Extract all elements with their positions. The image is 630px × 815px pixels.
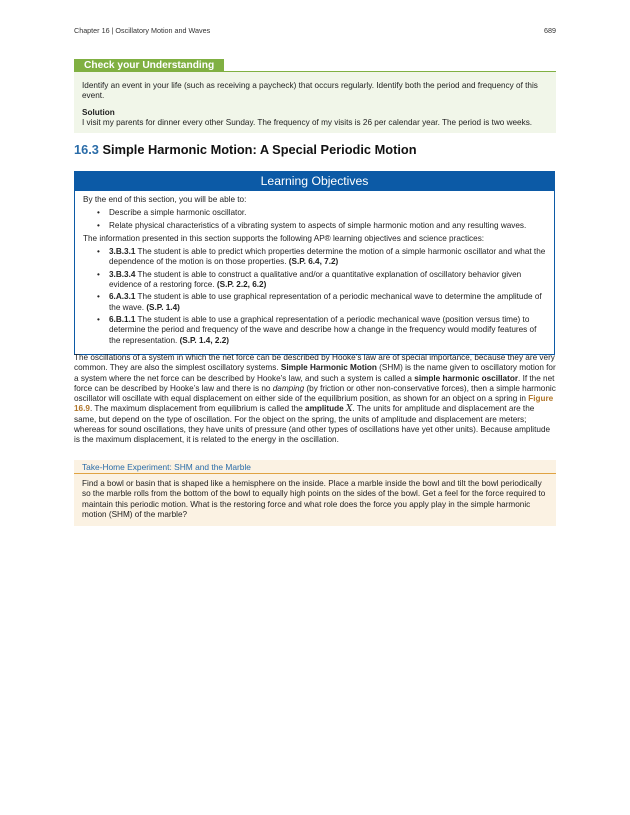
ap-code: 6.A.3.1	[109, 292, 136, 302]
ap-objective-item	[109, 315, 546, 346]
objectives-list	[83, 208, 546, 231]
take-home-content	[74, 474, 556, 526]
body-text: (SHM) is the name given to oscillatory motion for a system where the net force can be described by Hooke’s law, and such a system is called a	[74, 363, 556, 383]
objectives-intro: By the end of this section, you will be able to:	[83, 195, 247, 204]
check-understanding-question: Identify an event in your life (such as receiving a paycheck) that occurs regularly. Identify both the period and frequency of this event.	[82, 81, 538, 101]
objective-item: • Relate physical characteristics of a vibrating system to aspects of simple harmonic motion and any resulting waves.	[109, 221, 546, 231]
take-home-box	[74, 460, 556, 526]
ap-objective-item	[109, 270, 546, 291]
running-header	[74, 26, 556, 36]
learning-objectives-title: Learning Objectives	[75, 172, 554, 191]
section-heading	[74, 142, 417, 158]
section-title: Simple Harmonic Motion: A Special Periodic Motion	[102, 142, 417, 157]
ap-intro: The information presented in this section supports the following AP® learning objectives and science practices:	[83, 233, 485, 243]
ap-objective-item	[109, 247, 546, 268]
ap-objectives-list	[83, 247, 546, 346]
ap-text: The student is able to predict which properties determine the motion of a simple harmonic oscillator and what the dependence of the motion is on those properties.	[109, 247, 546, 267]
ap-text: The student is able to use a graphical representation of a periodic mechanical wave (position versus time) to determine the period and frequency of the wave and describe how a change in the frequency would modify features of the representation.	[109, 314, 537, 345]
math-symbol: X	[345, 404, 353, 415]
learning-objectives-box	[74, 171, 555, 355]
take-home-text: Find a bowl or basin that is shaped like a hemisphere on the inside. Place a marble inside the bowl and tilt the bowl periodically so the marble rolls from the bottom of the bowl to equally high points on the sides of the bowl. Get a feel for the force required to maintain this periodic motion. What is the restoring force and what role does the force you apply play in the simple harmonic motion (SHM) of the marble?	[82, 479, 546, 519]
ap-objective-item	[109, 292, 546, 313]
chapter-title: Chapter 16 | Oscillatory Motion and Waves	[74, 26, 211, 35]
body-text: . The units for amplitude and displacement are the same, but depend on the type of oscillation. For the object on the spring, the units of amplitude and displacement are meters; whereas for sound oscillations, they have units of pressure (and other types of oscillations have yet other units). Because amplitude is the maximum displacement, it is related to the energy in the oscillation.	[74, 404, 551, 445]
learning-objectives-content	[75, 191, 554, 354]
ap-code: 3.B.3.1	[109, 247, 136, 257]
body-text: . If the net force can be described by Hooke’s law and there is no	[74, 373, 555, 393]
science-practice: (S.P. 1.4, 2.2)	[179, 335, 230, 345]
term-shm: Simple Harmonic Motion	[280, 363, 377, 373]
science-practice: (S.P. 2.2, 6.2)	[216, 280, 267, 290]
section-number: 16.3	[74, 142, 99, 157]
figure-link[interactable]: Figure 16.9	[74, 394, 554, 414]
objective-item: • Describe a simple harmonic oscillator.	[109, 208, 546, 218]
ap-code: 6.B.1.1	[109, 314, 136, 324]
ap-text: The student is able to construct a qualitative and/or a quantitative explanation of oscillatory behavior given evidence of a restoring force.	[109, 269, 522, 290]
page-number: 689	[544, 26, 556, 35]
science-practice: (S.P. 6.4, 7.2)	[288, 257, 339, 267]
body-text: The oscillations of a system in which the net force can be described by Hooke’s law are of special importance, because they are very common. They are also the simplest oscillatory systems.	[74, 353, 555, 373]
check-understanding-content	[74, 72, 556, 133]
body-paragraph	[74, 353, 556, 446]
solution-label: Solution	[82, 107, 115, 117]
science-practice: (S.P. 1.4)	[146, 302, 180, 312]
ap-text: The student is able to use graphical representation of a periodic mechanical wave to determine the amplitude of the wave.	[109, 292, 542, 312]
ap-code: 3.B.3.4	[109, 269, 136, 279]
term-damping: damping	[272, 383, 305, 393]
check-understanding-box	[74, 59, 556, 133]
body-text: (by friction or other non-conservative forces), then a simple harmonic oscillator will oscillate with equal displacement on either side of the equilibrium position, as shown for an object on a spring in	[74, 383, 556, 404]
check-understanding-title: Check your Understanding	[74, 59, 224, 72]
term-oscillator: simple harmonic oscillator	[414, 373, 519, 383]
solution-text: I visit my parents for dinner every other Sunday. The frequency of my visits is 26 per calendar year. The period is two weeks.	[82, 117, 533, 127]
body-text: . The maximum displacement from equilibrium is called the	[89, 404, 306, 414]
take-home-title: Take-Home Experiment: SHM and the Marble	[74, 460, 556, 474]
term-amplitude: amplitude	[305, 404, 344, 414]
